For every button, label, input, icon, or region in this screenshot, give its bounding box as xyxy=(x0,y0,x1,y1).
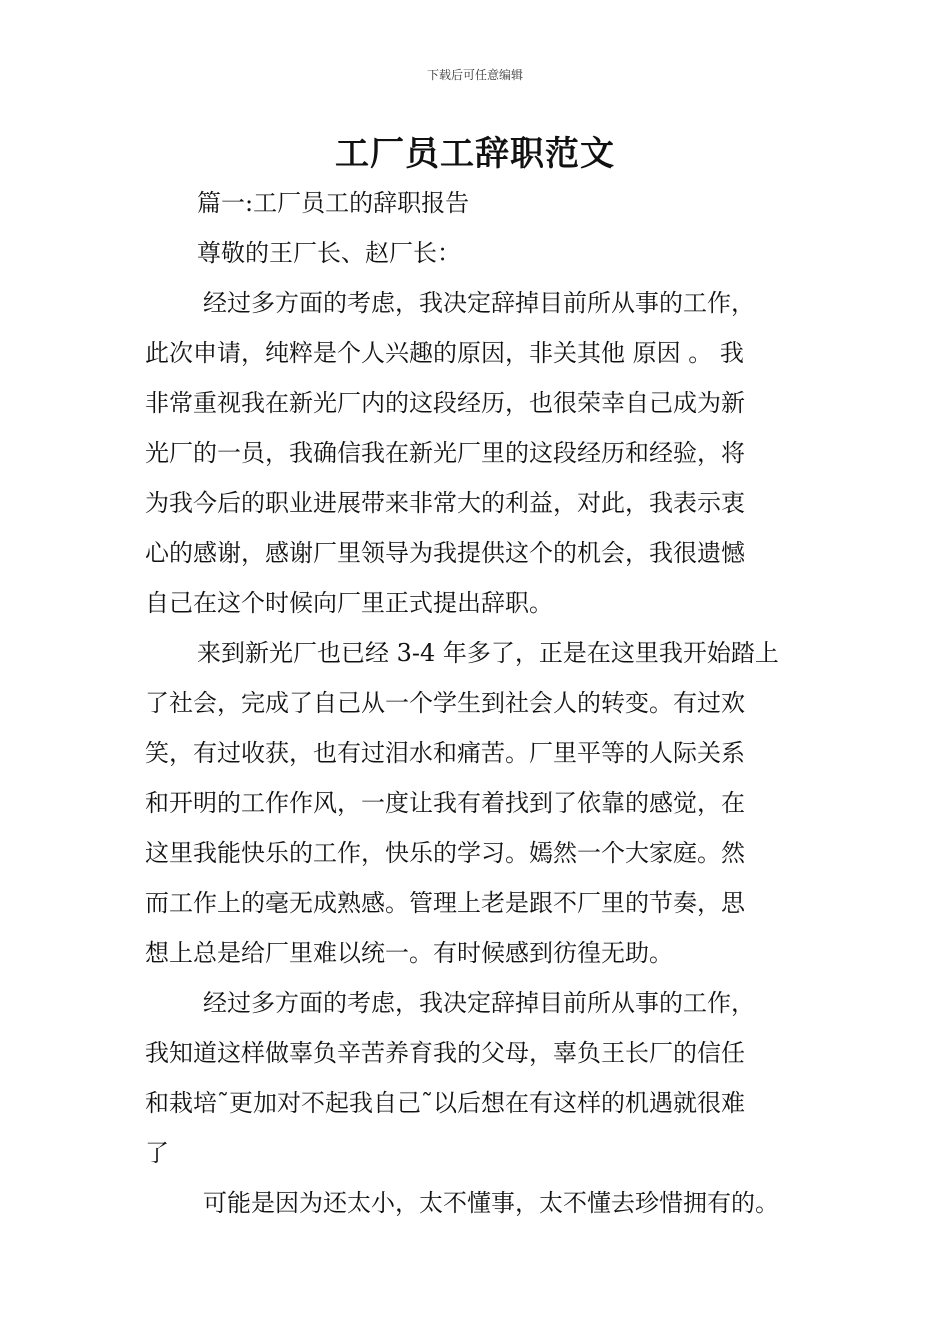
paragraph-line: 这里我能快乐的工作，快乐的学习。嫣然一个大家庭。然 xyxy=(145,839,745,867)
paragraph-line: 而工作上的毫无成熟感。管理上老是跟不厂里的节奏，思 xyxy=(145,889,745,917)
paragraph-line: 光厂的一员，我确信我在新光厂里的这段经历和经验，将 xyxy=(145,439,745,467)
paragraph-line: 此次申请，纯粹是个人兴趣的原因，非关其他 原因 。 我 xyxy=(145,339,744,367)
paragraph-line: 了 xyxy=(145,1139,169,1167)
paragraph-line: 为我今后的职业进展带来非常大的利益，对此，我表示衷 xyxy=(145,489,745,517)
paragraph-line: 了社会，完成了自己从一个学生到社会人的转变。有过欢 xyxy=(145,689,745,717)
page-header-note: 下载后可任意编辑 xyxy=(426,68,523,82)
paragraph-line: 和栽培˜更加对不起我自己˜以后想在有这样的机遇就很难 xyxy=(145,1089,745,1117)
paragraph-line: 经过多方面的考虑，我决定辞掉目前所从事的工作， xyxy=(203,289,755,317)
paragraph-line: 非常重视我在新光厂内的这段经历，也很荣幸自己成为新 xyxy=(145,389,745,417)
paragraph-line: 我知道这样做辜负辛苦养育我的父母，辜负王长厂的信任 xyxy=(145,1039,745,1067)
paragraph-line: 来到新光厂也已经 3-4 年多了，正是在这里我开始踏上 xyxy=(197,639,779,667)
paragraph-line: 心的感谢，感谢厂里领导为我提供这个的机会，我很遗憾 xyxy=(145,539,745,567)
document-title: 工厂员工辞职范文 xyxy=(335,134,615,174)
section-heading: 篇一:工厂员工的辞职报告 xyxy=(197,189,470,217)
paragraph-line: 笑，有过收获，也有过泪水和痛苦。厂里平等的人际关系 xyxy=(145,739,745,767)
salutation: 尊敬的王厂长、赵厂长： xyxy=(197,239,461,267)
paragraph-line: 经过多方面的考虑，我决定辞掉目前所从事的工作， xyxy=(203,989,755,1017)
paragraph-line: 自己在这个时候向厂里正式提出辞职。 xyxy=(145,589,553,617)
document-body xyxy=(145,178,810,1228)
paragraph-line: 可能是因为还太小，太不懂事，太不懂去珍惜拥有的。 xyxy=(203,1189,779,1217)
paragraph-line: 想上总是给厂里难以统一。有时候感到彷徨无助。 xyxy=(145,939,673,967)
paragraph-line: 和开明的工作作风，一度让我有着找到了依靠的感觉，在 xyxy=(145,789,745,817)
